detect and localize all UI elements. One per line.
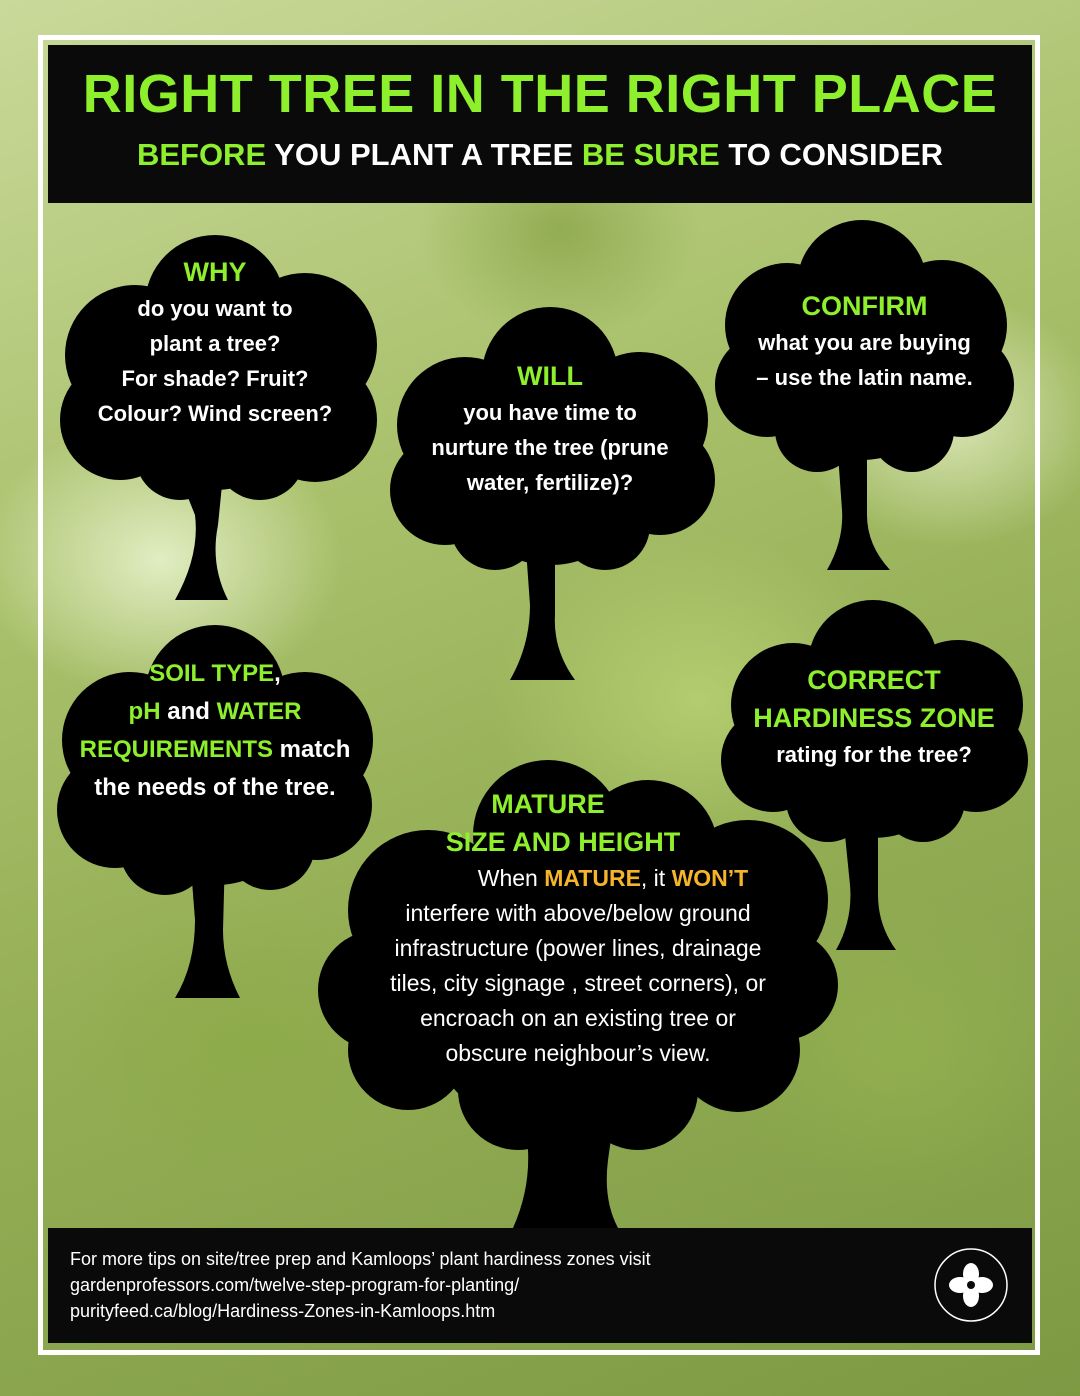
soil-line-4: the needs of the tree. bbox=[94, 774, 336, 801]
tree-why bbox=[50, 225, 380, 600]
subtitle-plant: YOU PLANT A TREE bbox=[266, 137, 582, 172]
soil-and: and bbox=[160, 698, 217, 725]
will-line: water, fertilize)? bbox=[466, 470, 634, 495]
soil-line-2 bbox=[55, 693, 375, 731]
footer-intro: For more tips on site/tree prep and Kamloops’ plant hardiness zones visit bbox=[70, 1249, 651, 1269]
mature-emph: MATURE bbox=[544, 865, 641, 891]
subtitle-before: BEFORE bbox=[136, 137, 267, 172]
footer-link-purityfeed[interactable]: purityfeed.ca/blog/Hardiness-Zones-in-Kamloops.htm bbox=[70, 1301, 496, 1321]
mature-wont: WON’T bbox=[671, 865, 749, 891]
mature-when: When bbox=[477, 865, 545, 891]
mature-line: interfere with above/below ground bbox=[405, 900, 751, 926]
mature-heading-2: SIZE AND HEIGHT bbox=[445, 827, 681, 857]
why-line: do you want to bbox=[137, 296, 293, 321]
hardiness-heading-2: HARDINESS ZONE bbox=[753, 703, 995, 733]
subtitle-be-sure: BE SURE bbox=[581, 137, 720, 172]
soil-water: WATER bbox=[216, 698, 302, 725]
mature-line: infrastructure (power lines, drainage bbox=[394, 935, 762, 961]
why-heading: WHY bbox=[183, 257, 247, 287]
soil-requirements: REQUIREMENTS bbox=[79, 736, 273, 763]
will-line: nurture the tree (prune bbox=[431, 435, 669, 460]
soil-ph: pH bbox=[128, 698, 161, 725]
footer-link-garden-professors[interactable]: gardenprofessors.com/twelve-step-program-for-planting/ bbox=[70, 1275, 520, 1295]
footer-panel bbox=[48, 1228, 1032, 1343]
mature-line: obscure neighbour’s view. bbox=[445, 1040, 711, 1066]
confirm-line: what you are buying bbox=[758, 330, 971, 355]
tree-will bbox=[385, 305, 715, 680]
mature-heading-1: MATURE bbox=[491, 789, 605, 819]
tree-confirm bbox=[712, 215, 1017, 570]
soil-type-comma: , bbox=[274, 660, 281, 687]
soil-match: match bbox=[273, 736, 351, 763]
header-banner bbox=[48, 45, 1032, 203]
page-title: RIGHT TREE IN THE RIGHT PLACE bbox=[82, 64, 998, 124]
why-line: Colour? Wind screen? bbox=[97, 401, 333, 426]
soil-line-1 bbox=[55, 655, 375, 693]
mature-line: tiles, city signage , street corners), or bbox=[390, 970, 766, 996]
why-line: For shade? Fruit? bbox=[121, 366, 309, 391]
soil-type: SOIL TYPE bbox=[149, 660, 275, 687]
mature-line: encroach on an existing tree or bbox=[420, 1005, 736, 1031]
dogwood-flower-logo bbox=[932, 1246, 1010, 1324]
mature-intro bbox=[388, 861, 838, 896]
confirm-heading: CONFIRM bbox=[801, 291, 928, 321]
hardiness-line: rating for the tree? bbox=[776, 742, 972, 767]
will-heading: WILL bbox=[517, 361, 583, 391]
will-line: you have time to bbox=[463, 400, 637, 425]
page-subtitle bbox=[48, 137, 1032, 173]
why-line: plant a tree? bbox=[149, 331, 281, 356]
hardiness-heading-1: CORRECT bbox=[807, 665, 941, 695]
confirm-line: – use the latin name. bbox=[756, 365, 973, 390]
subtitle-consider: TO CONSIDER bbox=[719, 137, 944, 172]
tree-mature bbox=[318, 760, 838, 1228]
mature-it: , it bbox=[640, 865, 672, 891]
